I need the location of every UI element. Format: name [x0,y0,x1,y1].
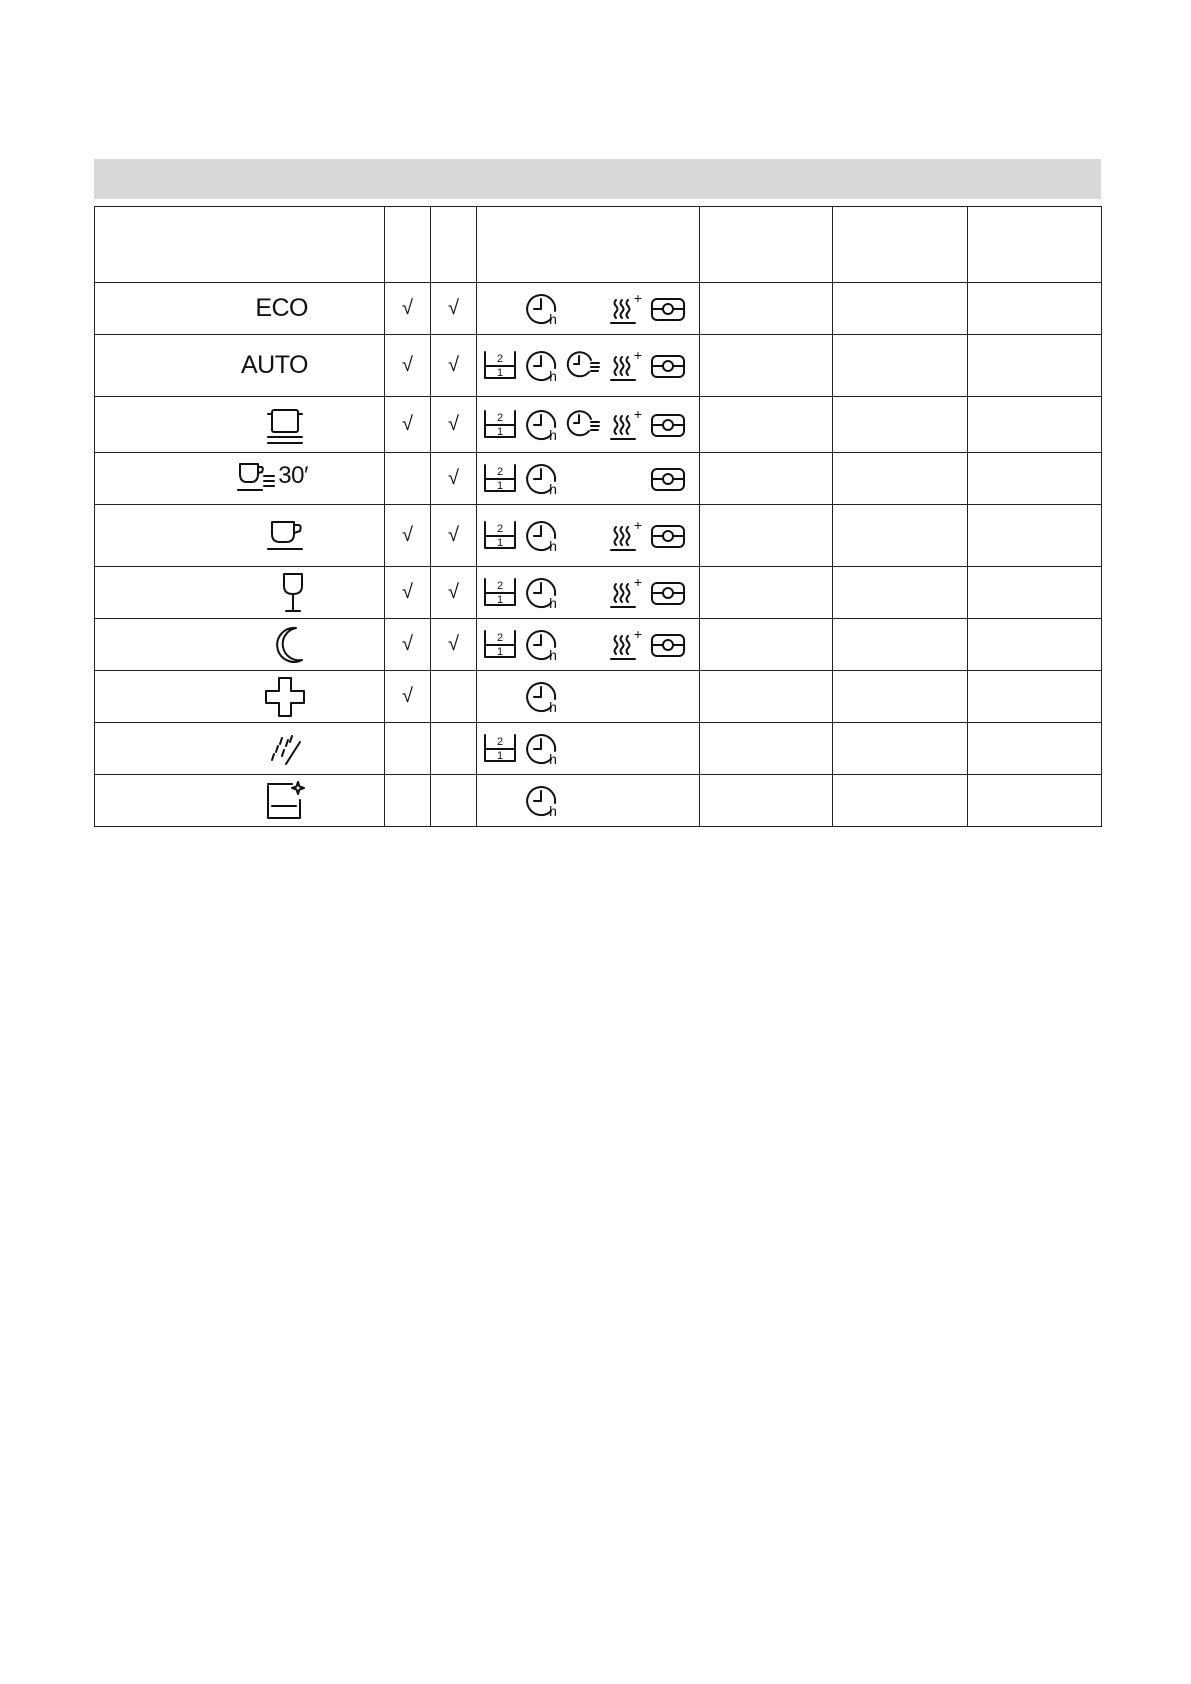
check-cell-1: √ [385,335,431,397]
empty-cell-col-6 [833,453,968,505]
check-cell-1: √ [385,567,431,619]
check-cell-2 [431,723,477,775]
header-band [94,159,1101,199]
hours-label: h [549,750,557,767]
empty-cell-col-7 [968,567,1102,619]
table-row [95,453,1102,505]
options-cell [477,775,700,827]
empty-cell-col-5 [700,453,833,505]
time-reduction-icon [565,348,603,384]
check-cell-1: √ [385,397,431,453]
check-cell-2: √ [431,619,477,671]
programme-duration-label: 30′ [278,461,308,489]
table-row [95,283,1102,335]
options-cell [477,567,700,619]
empty-cell-col-5 [700,505,833,567]
empty-option-slot [565,679,603,715]
rinse-icon [266,728,308,770]
zone-bottom-label: 1 [496,536,504,549]
extra-dry-icon [607,291,645,327]
empty-option-slot [481,679,519,715]
extra-dry-icon [607,575,645,611]
delay-hours-icon [523,783,561,819]
delay-hours-icon [523,348,561,384]
time-reduction-icon [565,407,603,443]
delay-hours-icon [523,627,561,663]
empty-cell-col-6 [833,775,968,827]
plus-label: + [633,406,643,422]
header-cell-check-2 [431,207,477,283]
programme-cell [95,723,385,775]
zone-top-label: 2 [496,522,504,535]
pot-icon [262,402,308,448]
empty-option-slot [607,679,645,715]
check-cell-1 [385,775,431,827]
zone-top-label: 2 [496,352,504,365]
empty-option-slot [607,461,645,497]
zone-bottom-label: 1 [496,645,504,658]
check-cell-1 [385,453,431,505]
empty-cell-col-5 [700,775,833,827]
hours-label: h [549,480,557,497]
plus-label: + [633,517,643,533]
empty-cell-col-5 [700,723,833,775]
empty-cell-col-5 [700,335,833,397]
check-cell-2: √ [431,283,477,335]
empty-option-slot [481,783,519,819]
zone-2-1-icon [481,518,519,554]
check-cell-1 [385,723,431,775]
zone-bottom-label: 1 [496,593,504,606]
empty-cell-col-6 [833,397,968,453]
extra-dry-icon [607,348,645,384]
options-cell [477,505,700,567]
programme-cell [95,619,385,671]
programme-cell [95,567,385,619]
empty-cell-col-6 [833,505,968,567]
empty-cell-col-5 [700,567,833,619]
plus-label: + [633,347,643,363]
plus-label: + [633,626,643,642]
programme-label: ECO [255,294,308,322]
check-cell-2 [431,671,477,723]
zone-bottom-label: 1 [496,366,504,379]
quick-cup-icon [236,460,278,498]
empty-option-slot [565,291,603,327]
empty-cell-col-5 [700,619,833,671]
check-cell-2: √ [431,567,477,619]
hours-label: h [549,426,557,443]
table-row [95,671,1102,723]
empty-option-slot [565,627,603,663]
empty-option-slot [565,518,603,554]
empty-cell-col-7 [968,397,1102,453]
programme-cell [95,335,385,397]
extra-dry-icon [607,627,645,663]
hours-label: h [549,646,557,663]
table-header-row [95,207,1102,283]
empty-cell-col-7 [968,619,1102,671]
empty-cell-col-5 [700,671,833,723]
empty-option-slot [607,783,645,819]
rinse-aid-icon [649,348,687,384]
options-cell [477,619,700,671]
empty-cell-col-7 [968,671,1102,723]
rinse-aid-icon [649,575,687,611]
empty-option-slot [565,461,603,497]
empty-cell-col-7 [968,723,1102,775]
zone-top-label: 2 [496,411,504,424]
table-row [95,619,1102,671]
check-cell-2 [431,775,477,827]
table-row [95,567,1102,619]
hours-label: h [549,367,557,384]
rinse-aid-icon [649,461,687,497]
empty-option-slot [607,731,645,767]
check-cell-1: √ [385,505,431,567]
programme-cell [95,775,385,827]
empty-cell-col-6 [833,723,968,775]
empty-cell-col-6 [833,283,968,335]
rinse-aid-icon [649,407,687,443]
moon-icon [272,624,308,666]
cup-icon [262,516,308,556]
table-row [95,723,1102,775]
empty-cell-col-6 [833,335,968,397]
hours-label: h [549,537,557,554]
header-cell-col-7 [968,207,1102,283]
delay-hours-icon [523,291,561,327]
empty-cell-col-7 [968,775,1102,827]
machine-care-icon [262,778,308,824]
empty-cell-col-7 [968,335,1102,397]
empty-option-slot [649,731,687,767]
hours-label: h [549,310,557,327]
hours-label: h [549,802,557,819]
programme-cell [95,397,385,453]
rinse-aid-icon [649,291,687,327]
header-cell-programme [95,207,385,283]
zone-top-label: 2 [496,465,504,478]
header-cell-col-6 [833,207,968,283]
programme-cell [95,505,385,567]
empty-option-slot [565,575,603,611]
hours-label: h [549,594,557,611]
empty-cell-col-7 [968,505,1102,567]
check-cell-2: √ [431,505,477,567]
programme-table [94,206,1102,827]
options-cell [477,335,700,397]
zone-bottom-label: 1 [496,749,504,762]
zone-top-label: 2 [496,631,504,644]
programme-cell [95,671,385,723]
zone-2-1-icon [481,461,519,497]
zone-top-label: 2 [496,579,504,592]
extra-dry-icon [607,407,645,443]
options-cell [477,671,700,723]
delay-hours-icon [523,679,561,715]
empty-option-slot [649,679,687,715]
delay-hours-icon [523,575,561,611]
check-cell-2: √ [431,335,477,397]
check-cell-1: √ [385,619,431,671]
rinse-aid-icon [649,518,687,554]
empty-cell-col-7 [968,453,1102,505]
delay-hours-icon [523,461,561,497]
delay-hours-icon [523,518,561,554]
extra-dry-icon [607,518,645,554]
hours-label: h [549,698,557,715]
zone-2-1-icon [481,575,519,611]
programme-cell [95,453,385,505]
zone-bottom-label: 1 [496,425,504,438]
check-cell-2: √ [431,453,477,505]
empty-option-slot [565,783,603,819]
delay-hours-icon [523,407,561,443]
plus-icon [262,674,308,720]
zone-2-1-icon [481,627,519,663]
zone-top-label: 2 [496,735,504,748]
empty-cell-col-5 [700,283,833,335]
table-row [95,505,1102,567]
header-cell-options [477,207,700,283]
options-cell [477,453,700,505]
zone-2-1-icon [481,731,519,767]
header-cell-col-5 [700,207,833,283]
options-cell [477,397,700,453]
header-cell-check-1 [385,207,431,283]
options-cell [477,283,700,335]
programme-cell [95,283,385,335]
table-row [95,335,1102,397]
empty-option-slot [565,731,603,767]
rinse-aid-icon [649,627,687,663]
check-cell-1: √ [385,283,431,335]
table-row [95,397,1102,453]
empty-cell-col-7 [968,283,1102,335]
plus-label: + [633,290,643,306]
zone-2-1-icon [481,348,519,384]
zone-bottom-label: 1 [496,479,504,492]
programme-label: AUTO [241,351,308,379]
empty-cell-col-5 [700,397,833,453]
glass-icon [278,570,308,616]
delay-hours-icon [523,731,561,767]
table-row [95,775,1102,827]
empty-cell-col-6 [833,671,968,723]
check-cell-2: √ [431,397,477,453]
empty-cell-col-6 [833,567,968,619]
empty-option-slot [649,783,687,819]
zone-2-1-icon [481,407,519,443]
plus-label: + [633,574,643,590]
options-cell [477,723,700,775]
check-cell-1: √ [385,671,431,723]
empty-cell-col-6 [833,619,968,671]
empty-option-slot [481,291,519,327]
